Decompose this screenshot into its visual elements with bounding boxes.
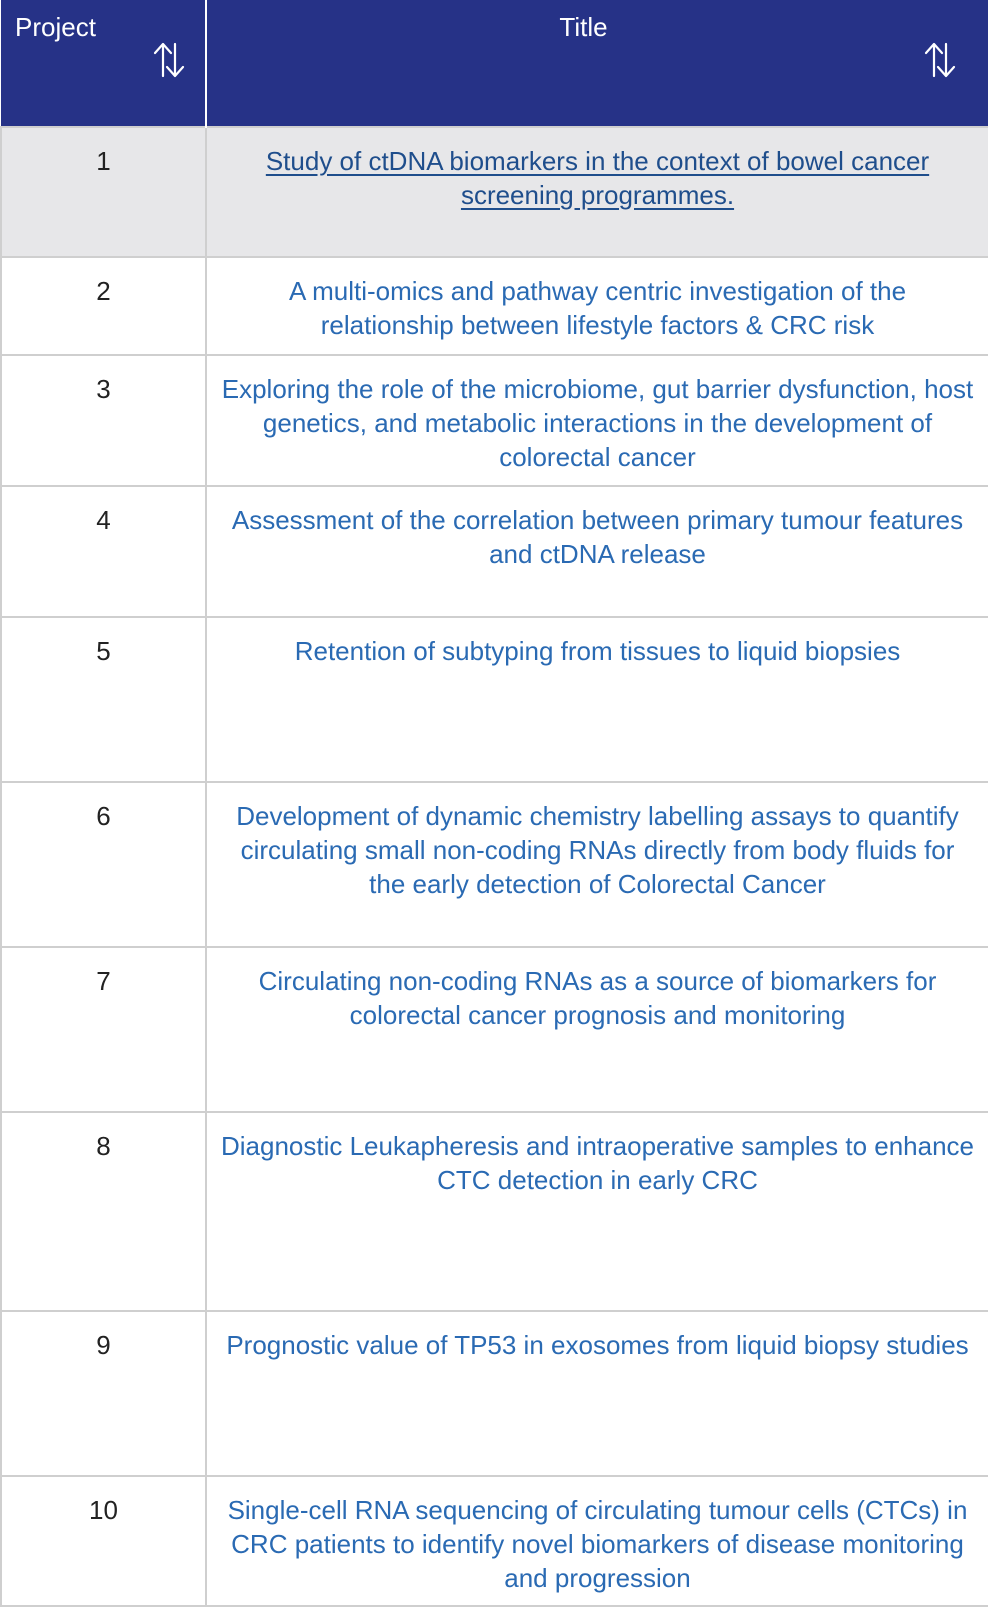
table-row (1, 1112, 988, 1311)
column-header-title-label: Title (559, 12, 608, 42)
sort-up-down-arrows-icon (151, 40, 187, 80)
project-number: 5 (1, 617, 206, 782)
sort-up-down-arrows-icon (922, 40, 958, 80)
project-title-link[interactable]: Prognostic value of TP53 in exosomes from liquid biopsy studies (226, 1330, 969, 1360)
column-header-project-label: Project (15, 12, 96, 42)
table-row (1, 355, 988, 486)
project-number: 4 (1, 486, 206, 617)
title-cell (206, 257, 988, 355)
title-cell (206, 782, 988, 947)
table-header-row (1, 0, 988, 127)
sort-icon[interactable] (151, 40, 187, 80)
title-cell (206, 617, 988, 782)
project-title-link[interactable]: A multi-omics and pathway centric investigation of the relationship between lifestyle factors & CRC risk (288, 276, 907, 340)
project-number: 3 (1, 355, 206, 486)
project-number: 2 (1, 257, 206, 355)
title-cell (206, 486, 988, 617)
project-number: 9 (1, 1311, 206, 1476)
project-title-link[interactable]: Diagnostic Leukapheresis and intraoperative samples to enhance CTC detection in early CRC (220, 1131, 975, 1195)
table-row (1, 486, 988, 617)
title-cell (206, 1112, 988, 1311)
table-row (1, 127, 988, 257)
column-header-project[interactable] (1, 0, 206, 127)
title-cell (206, 947, 988, 1112)
table-row (1, 782, 988, 947)
project-number: 6 (1, 782, 206, 947)
project-title-link[interactable]: Circulating non-coding RNAs as a source of biomarkers for colorectal cancer prognosis and monitoring (258, 966, 937, 1030)
project-title-link[interactable]: Retention of subtyping from tissues to liquid biopsies (294, 636, 901, 666)
project-title-link[interactable]: Exploring the role of the microbiome, gut barrier dysfunction, host genetics, and metabolic interactions in the development of colorectal cancer (221, 374, 974, 472)
table-row (1, 617, 988, 782)
project-title-link[interactable]: Study of ctDNA biomarkers in the context of bowel cancer screening programmes. (265, 146, 930, 210)
project-number: 8 (1, 1112, 206, 1311)
title-cell (206, 355, 988, 486)
project-number: 10 (1, 1476, 206, 1606)
project-number: 1 (1, 127, 206, 257)
sort-icon[interactable] (922, 40, 958, 80)
project-title-link[interactable]: Development of dynamic chemistry labelling assays to quantify circulating small non-coding RNAs directly from body fluids for the early detection of Colorectal Cancer (236, 801, 959, 899)
table-row (1, 257, 988, 355)
project-title-link[interactable]: Assessment of the correlation between primary tumour features and ctDNA release (231, 505, 964, 569)
project-title-link[interactable]: Single-cell RNA sequencing of circulating tumour cells (CTCs) in CRC patients to identify novel biomarkers of disease monitoring and progression (227, 1495, 968, 1593)
project-number: 7 (1, 947, 206, 1112)
table-row (1, 1311, 988, 1476)
table-row (1, 947, 988, 1112)
title-cell (206, 1476, 988, 1606)
table-row (1, 1476, 988, 1606)
column-header-title[interactable] (206, 0, 988, 127)
title-cell (206, 127, 988, 257)
title-cell (206, 1311, 988, 1476)
